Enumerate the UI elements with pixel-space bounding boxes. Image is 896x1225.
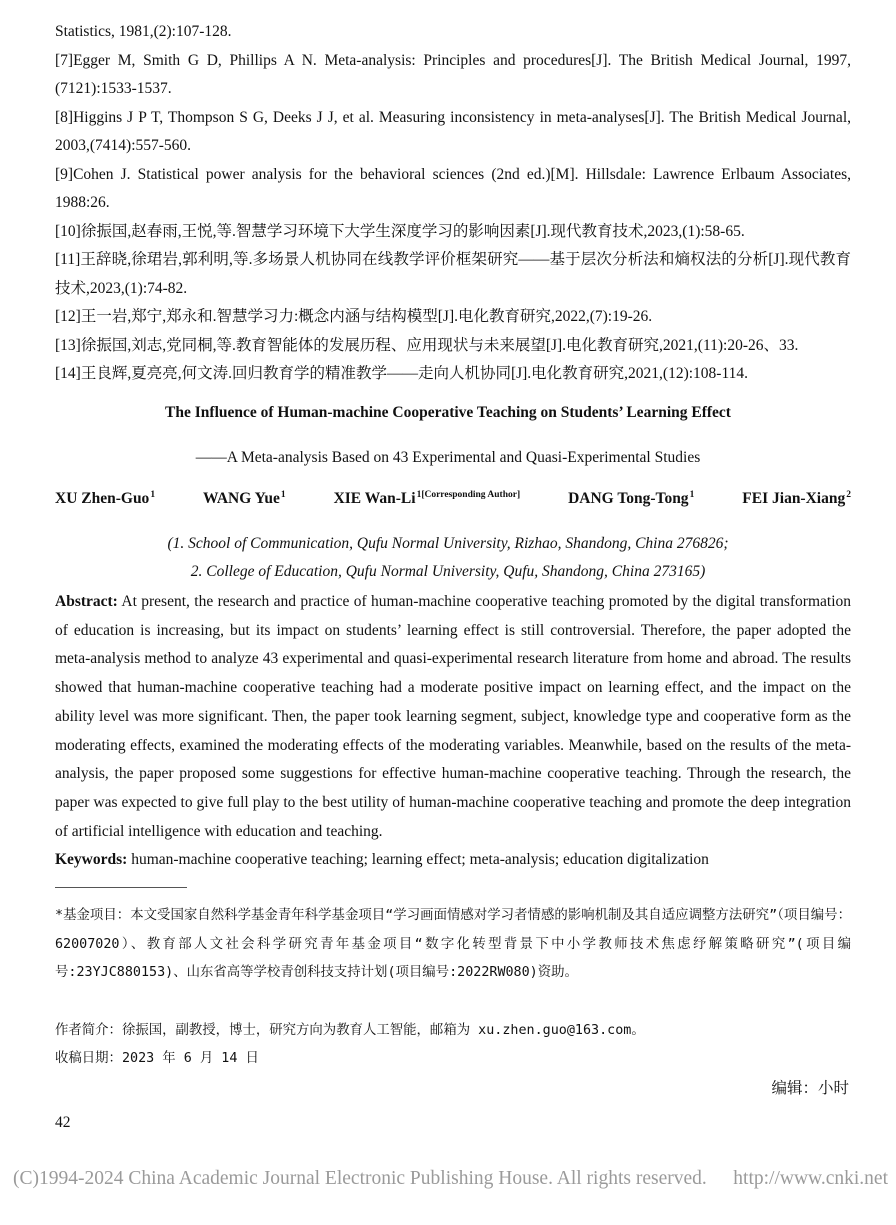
reference-list	[55, 18, 851, 389]
reference-item: [8]Higgins J P T, Thompson S G, Deeks J J, et al. Measuring inconsistency in meta-analyses[J]. The British Medical Journal, 2003,(7414):557-560.	[55, 108, 851, 154]
author-name: XU Zhen-Guo	[55, 490, 150, 507]
fund-footnote: *基金项目：本文受国家自然科学基金青年科学基金项目“学习画面情感对学习者情感的影响机制及其自适应调整方法研究”（项目编号：62007020）、教育部人文社会科学研究青年基金项目“数字化转型背景下中小学教师技术焦虑纾解策略研究”(项目编号:23YJC880153)、山东省高等学校青创科技支持计划(项目编号:2022RW080)资助。	[55, 908, 851, 981]
abstract-text: At present, the research and practice of human-machine cooperative teaching promoted by the digital transformation of education is increasing, but its impact on students’ learning effect is still controversial. Therefore, the paper adopted the meta-analysis method to analyze 43 experimental and quasi-experimental research literature from home and abroad. The results showed that human-machine cooperative teaching had a moderate positive impact on learning effect, and the impact on the ability level was more significant. Then, the paper took learning segment, subject, knowledge type and cooperative form as the moderating effects, examined the moderating effects of the moderating variables. Meanwhile, based on the results of the meta-analysis, the paper proposed some suggestions for effective human-machine cooperative teaching. Through the research, the paper was expected to give full play to the best utility of human-machine cooperative teaching and promote the deep integration of artificial intelligence with education and teaching.	[55, 593, 851, 840]
reference-item: [9]Cohen J. Statistical power analysis for the behavioral sciences (2nd ed.)[M]. Hillsdale: Lawrence Erlbaum Associates, 1988:26.	[55, 165, 851, 211]
author-name: FEI Jian-Xiang	[742, 490, 846, 507]
reference-item: [13]徐振国,刘志,党同桐,等.教育智能体的发展历程、应用现状与未来展望[J].电化教育研究,2021,(11):20-26、33.	[55, 336, 799, 354]
abstract	[55, 588, 851, 846]
reference-item: [11]王辞晓,徐珺岩,郭利明,等.多场景人机协同在线教学评价框架研究——基于层次分析法和熵权法的分析[J].现代教育技术,2023,(1):74-82.	[55, 251, 851, 297]
copyright-text: (C)1994-2024 China Academic Journal Electronic Publishing House. All rights reserved.	[13, 1168, 707, 1189]
author	[742, 490, 851, 508]
author-list	[55, 490, 851, 508]
keywords-label: Keywords:	[55, 851, 128, 868]
abstract-label: Abstract:	[55, 593, 118, 610]
reference-item: [7]Egger M, Smith G D, Phillips A N. Meta-analysis: Principles and procedures[J]. The British Medical Journal, 1997,(7121):1533-1537.	[55, 51, 851, 97]
reference-item: Statistics, 1981,(2):107-128.	[55, 23, 232, 40]
author-name: DANG Tong-Tong	[568, 490, 689, 507]
author-affiliation-mark: 2	[846, 490, 851, 500]
reference-item: [12]王一岩,郑宁,郑永和.智慧学习力:概念内涵与结构模型[J].电化教育研究,2022,(7):19-26.	[55, 308, 653, 325]
english-subtitle: ——A Meta-analysis Based on 43 Experimental and Quasi-Experimental Studies	[195, 449, 701, 466]
received-date-footnote: 收稿日期：2023 年 6 月 14 日	[55, 1051, 259, 1066]
author-affiliation-mark: 1	[150, 490, 156, 500]
copyright-url: http://www.cnki.net	[733, 1168, 888, 1189]
keywords-text: human-machine cooperative teaching; learning effect; meta-analysis; education digitalization	[131, 851, 709, 868]
author-bio-footnote: 作者简介：徐振国，副教授，博士，研究方向为教育人工智能，邮箱为 xu.zhen.guo@163.com。	[55, 1023, 645, 1038]
author	[334, 490, 521, 508]
editor-note: 编辑：小时	[771, 1080, 849, 1097]
page-number: 42	[55, 1114, 71, 1131]
english-title: The Influence of Human-machine Cooperative Teaching on Students’ Learning Effect	[165, 404, 731, 421]
affiliation-line: (1. School of Communication, Qufu Normal University, Rizhao, Shandong, China 276826;	[167, 535, 729, 552]
footnote-divider	[55, 887, 187, 888]
author-name: WANG Yue	[203, 490, 280, 507]
reference-item: [10]徐振国,赵春雨,王悦,等.智慧学习环境下大学生深度学习的影响因素[J].现代教育技术,2023,(1):58-65.	[55, 222, 745, 240]
author-name: XIE Wan-Li	[333, 490, 416, 507]
copyright-watermark	[13, 1168, 888, 1190]
author	[203, 490, 286, 508]
author	[568, 490, 694, 508]
author	[55, 490, 155, 508]
author-affiliation-mark: 1[Corresponding Author]	[416, 490, 521, 500]
author-affiliation-mark: 1	[280, 490, 286, 500]
keywords	[55, 846, 851, 874]
reference-item: [14]王良辉,夏亮亮,何文涛.回归教育学的精准教学——走向人机协同[J].电化教育研究,2021,(12):108-114.	[55, 365, 749, 382]
affiliation-line: 2. College of Education, Qufu Normal University, Qufu, Shandong, China 273165)	[190, 563, 706, 580]
author-affiliation-mark: 1	[689, 490, 695, 500]
